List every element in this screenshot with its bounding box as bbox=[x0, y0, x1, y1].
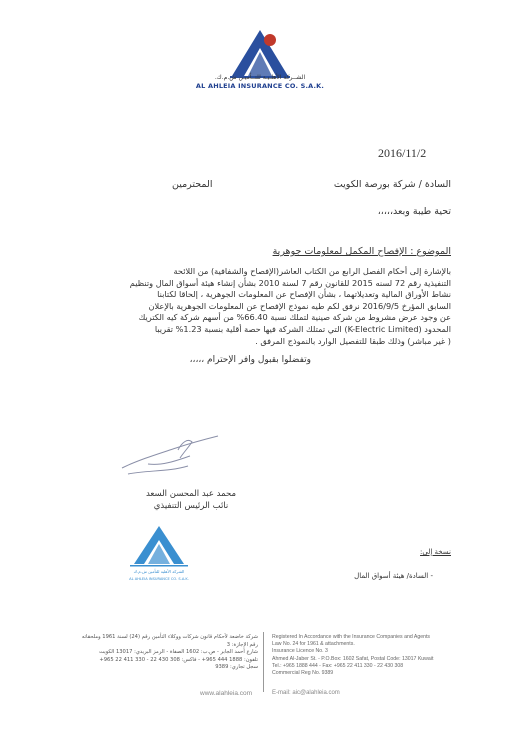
footer-divider bbox=[263, 632, 264, 692]
body-line: عن وجود عرض مشروط من شركة صينية لتملك نسبة 66.40% من أسهم شركة كيه الكتريك bbox=[138, 312, 451, 323]
copy-label: نسخة إلى: bbox=[420, 548, 451, 556]
letter-body bbox=[88, 266, 451, 347]
body-line: نشاط الأوراق المالية وتعديلاتهما ، بشأن الإفصاح عن المعلومات الجوهرية ، إلحاقا لكتابنا bbox=[157, 289, 451, 300]
body-line: المحدود (K-Electric Limited) التي تمتلك الشركة فيها حصة أقلية بنسبة 1.23% تقريبا bbox=[154, 323, 451, 334]
stamp-text-en: AL AHLEIA INSURANCE CO. S.A.K. bbox=[129, 577, 189, 581]
body-line: ( غير مباشر) وذلك طبقا للتفصيل الوارد بالنموذج المرفق . bbox=[255, 335, 451, 346]
letter-date: 2016/11/2 bbox=[378, 146, 427, 160]
website-link[interactable]: www.alahleia.com bbox=[200, 690, 253, 697]
subject-line: الموضوع : الإفصاح المكمل لمعلومات جوهرية bbox=[272, 246, 451, 257]
footer-en-line: Registered In Accordance with the Insurance Companies and Agents bbox=[272, 634, 431, 640]
body-line: بالإشارة إلى أحكام الفصل الرابع من الكتاب العاشر(الإفصاح والشفافية) من اللائحة bbox=[173, 266, 451, 276]
email-link[interactable]: E-mail: aic@alahleia.com bbox=[272, 690, 340, 696]
footer-ar-line: شارع أحمد الجابر - ص.ب: 1602 الصفاة - الرمز البريدي: 13017 الكويت bbox=[99, 649, 258, 656]
signatory-name: محمد عبد المحسن السعد bbox=[145, 489, 237, 499]
footer-ar-line: رقم الإجازة: 3 bbox=[226, 641, 258, 648]
footer-ar-line: تلفون: 1888 444 965+ - فاكس: 308 430 22 - 330 411 22 965+ bbox=[99, 656, 258, 663]
stamp-text-ar: الشركة الأهلية للتأمين ش.م.ك bbox=[133, 569, 185, 574]
footer-english bbox=[272, 634, 472, 677]
signatory-title: نائب الرئيس التنفيذي bbox=[153, 501, 229, 511]
footer-en-line: Ahmed Al-Jaber St. - P.O.Box: 1602 Safat, Postal Code: 13017 Kuwait bbox=[272, 655, 434, 662]
addressee: السادة / شركة بورصة الكويت bbox=[333, 179, 451, 190]
footer-en-line: Insurance Licence No. 3 bbox=[272, 648, 328, 655]
company-name-arabic: الشــركة الأهلـيـة للتــأميـن ش.م.ك. bbox=[214, 74, 306, 81]
footer-en-line: Tel.: +965 1888 444 - Fax: +965 22 411 330 - 22 430 308 bbox=[272, 662, 404, 669]
footer-en-line: Commercial Reg No. 9389 bbox=[272, 670, 334, 677]
respect-phrase: المحترمين bbox=[172, 179, 213, 190]
company-stamp-icon bbox=[128, 524, 190, 584]
body-line: السابق المؤرخ 2016/9/5 نرفق لكم طيه نموذج الإفصاح عن المعلومات الجوهرية بالإعلان bbox=[148, 300, 451, 311]
footer-en-line: Law No. 24 for 1961 & attachments. bbox=[272, 641, 355, 648]
handwritten-signature bbox=[118, 430, 228, 480]
company-logo-icon bbox=[226, 24, 294, 80]
company-name-english: AL AHLEIA INSURANCE CO. S.A.K. bbox=[195, 82, 325, 90]
closing-phrase: وتفضلوا بقبول وافر الإحترام ،،،،، bbox=[189, 355, 311, 365]
footer-arabic bbox=[64, 634, 258, 672]
copy-recipient: - السادة/ هيئة أسواق المال bbox=[354, 572, 433, 580]
greeting: تحية طيبة وبعد،،،،، bbox=[377, 206, 451, 217]
body-line: التنفيذية رقم 72 لسنه 2015 للقانون رقم 7 لسنة 2010 بشأن إنشاء هيئة أسواق المال وتنظيم bbox=[129, 277, 451, 288]
footer-ar-line: شركة خاضعة لأحكام قانون شركات ووكلاء التأمين رقم (24) لسنة 1961 وملحقاته bbox=[81, 634, 258, 640]
footer-ar-line: سجل تجاري: 9389 bbox=[215, 664, 258, 671]
